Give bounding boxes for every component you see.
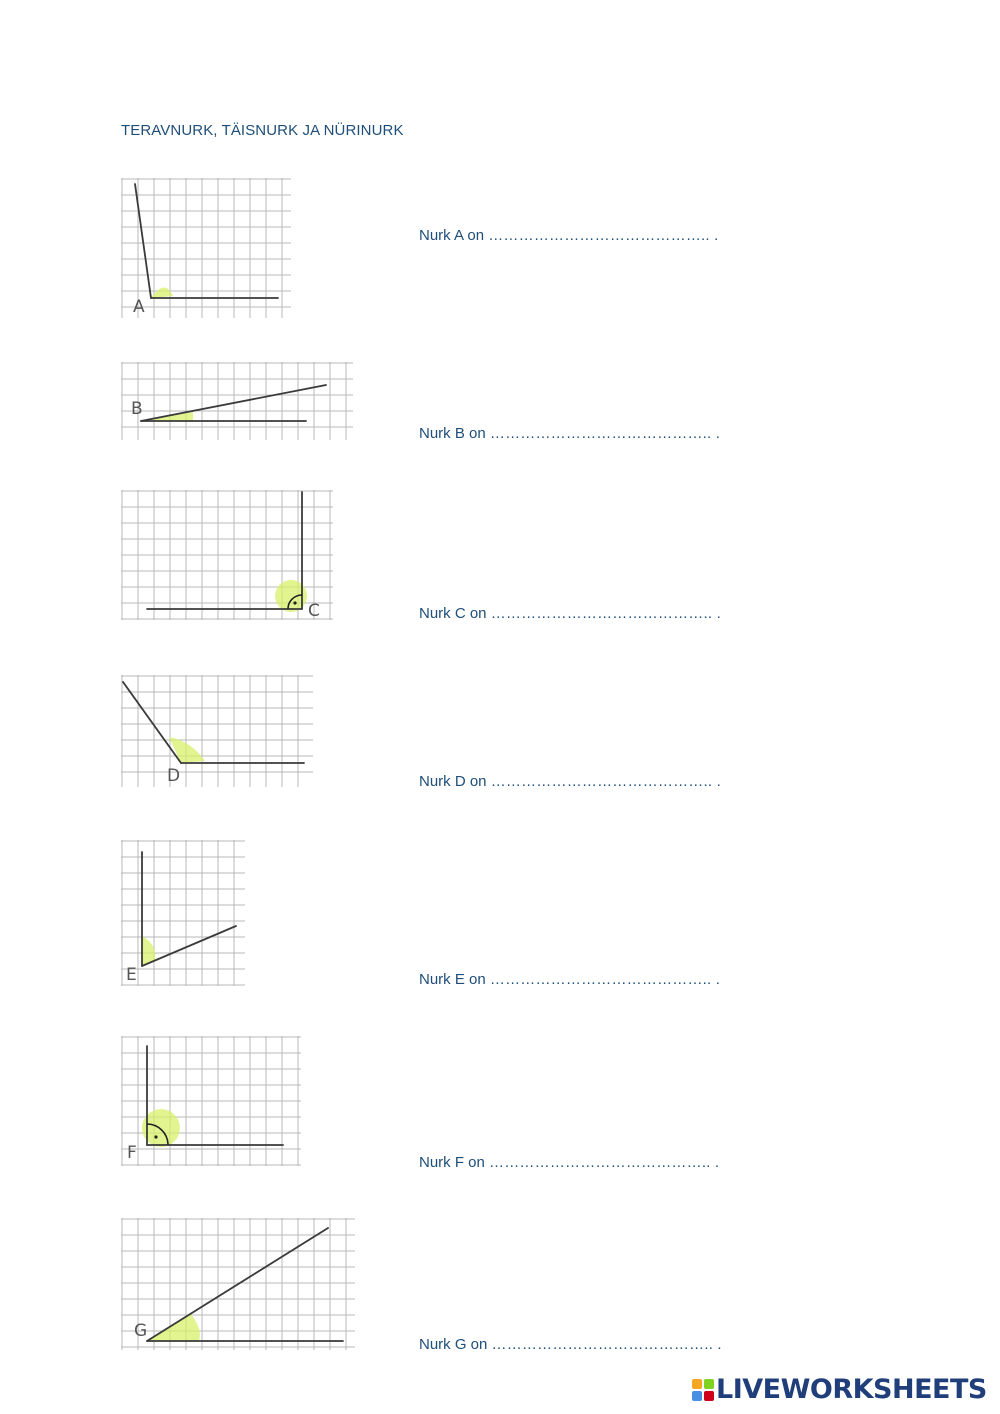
grid-angle-b xyxy=(121,362,355,442)
grid-angle-c xyxy=(121,490,335,622)
answer-prefix-d: Nurk D on xyxy=(419,773,487,790)
answer-blank-c[interactable]: …………………………………….. . xyxy=(490,605,721,622)
grid-lines xyxy=(121,840,245,986)
grid-angle-f xyxy=(121,1036,303,1168)
ray-a-2 xyxy=(135,184,151,298)
answer-blank-d[interactable]: …………………………………….. . xyxy=(490,773,721,790)
grid-angle-d xyxy=(121,675,315,789)
grid-lines xyxy=(121,178,291,318)
ray-e-2 xyxy=(142,926,236,966)
answer-line-a xyxy=(419,227,719,244)
answer-line-b xyxy=(419,425,720,442)
figure-angle-b xyxy=(121,362,355,442)
liveworksheets-logo xyxy=(692,1374,987,1405)
logo-text: LIVEWORKSHEETS xyxy=(716,1374,987,1405)
answer-line-e xyxy=(419,971,720,988)
vertex-label-g: G xyxy=(134,1321,148,1341)
answer-prefix-a: Nurk A on xyxy=(419,227,485,244)
vertex-label-e: E xyxy=(126,965,137,985)
ray-g-2 xyxy=(147,1228,328,1341)
ray-d-2 xyxy=(123,682,181,763)
answer-line-g xyxy=(419,1336,722,1353)
answer-blank-b[interactable]: …………………………………….. . xyxy=(489,425,721,442)
vertex-label-f: F xyxy=(127,1143,137,1163)
figure-angle-c xyxy=(121,490,335,622)
vertex-label-c: C xyxy=(308,601,320,621)
grid-lines xyxy=(121,362,353,440)
figure-angle-e xyxy=(121,840,247,988)
answer-line-d xyxy=(419,773,721,790)
grid-lines xyxy=(121,1036,301,1166)
vertex-label-b: B xyxy=(131,399,143,419)
logo-mark-icon xyxy=(692,1379,714,1401)
answer-line-c xyxy=(419,605,721,622)
figure-angle-g xyxy=(121,1218,357,1352)
answer-prefix-c: Nurk C on xyxy=(419,605,487,622)
answer-blank-f[interactable]: …………………………………….. . xyxy=(489,1154,720,1171)
page-title: TERAVNURK, TÄISNURK JA NÜRINURK xyxy=(121,122,404,139)
figure-angle-f xyxy=(121,1036,303,1168)
answer-blank-g[interactable]: …………………………………….. . xyxy=(491,1336,722,1353)
grid-angle-a xyxy=(121,178,293,320)
vertex-label-a: A xyxy=(133,297,145,317)
answer-prefix-f: Nurk F on xyxy=(419,1154,485,1171)
grid-angle-e xyxy=(121,840,247,988)
figure-angle-d xyxy=(121,675,315,789)
answer-blank-e[interactable]: …………………………………….. . xyxy=(489,971,721,988)
vertex-label-d: D xyxy=(167,766,181,786)
answer-line-f xyxy=(419,1154,719,1171)
answer-prefix-b: Nurk B on xyxy=(419,425,486,442)
answer-blank-a[interactable]: …………………………………….. . xyxy=(488,227,719,244)
grid-lines xyxy=(121,675,313,787)
answer-prefix-e: Nurk E on xyxy=(419,971,486,988)
answer-prefix-g: Nurk G on xyxy=(419,1336,488,1353)
grid-angle-g xyxy=(121,1218,357,1352)
figure-angle-a xyxy=(121,178,293,320)
